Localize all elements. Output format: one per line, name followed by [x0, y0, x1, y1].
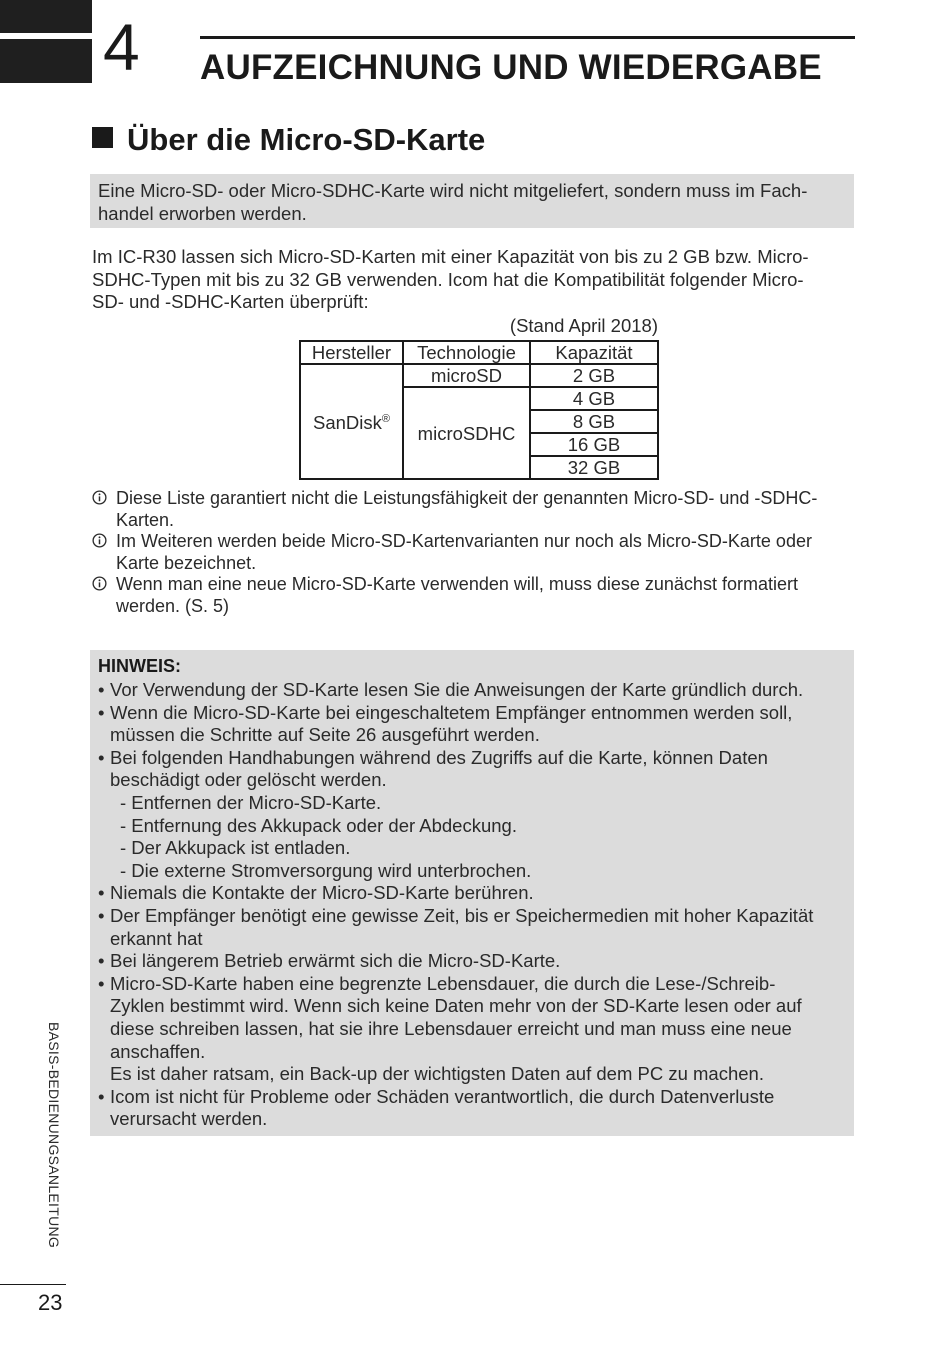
hinweis-line: beschädigt oder gelöscht werden.: [110, 769, 387, 791]
hinweis-lines: [98, 679, 850, 1131]
cell-capacity: 8 GB: [530, 410, 658, 433]
chapter-tab-bar-3: [0, 49, 92, 83]
hinweis-line: Es ist daher ratsam, ein Back-up der wichtigsten Daten auf dem PC zu machen.: [110, 1063, 764, 1085]
header-technology: Technologie: [403, 341, 530, 364]
hinweis-line: • Wenn die Micro-SD-Karte bei eingeschaltetem Empfänger entnommen werden soll,: [98, 702, 850, 725]
section-square-icon: [92, 127, 113, 148]
hinweis-line: anschaffen.: [110, 1040, 206, 1062]
hinweis-line: - Der Akkupack ist entladen.: [120, 837, 351, 859]
intro-paragraph: [92, 246, 854, 314]
header-capacity: Kapazität: [530, 341, 658, 364]
cell-capacity: 4 GB: [530, 387, 658, 410]
cell-capacity: 32 GB: [530, 456, 658, 479]
chapter-title: AUFZEICHNUNG UND WIEDERGABE: [200, 48, 822, 87]
footer-rule: [0, 1284, 66, 1285]
chapter-number: 4: [103, 10, 140, 84]
table-header-row: [300, 341, 658, 364]
hinweis-line: • Der Empfänger benötigt eine gewisse Zeit, bis er Speichermedien mit hoher Kapazität: [98, 905, 850, 928]
hinweis-line: • Icom ist nicht für Probleme oder Schäden verantwortlich, die durch Datenverluste: [98, 1086, 850, 1109]
note-line-1: Eine Micro-SD- oder Micro-SDHC-Karte wird nicht mitgeliefert, sondern muss im Fach-: [98, 180, 808, 201]
cell-capacity: 16 GB: [530, 433, 658, 456]
hinweis-line: - Die externe Stromversorgung wird unterbrochen.: [120, 859, 532, 881]
info-note: [92, 574, 852, 617]
table-row: [300, 364, 658, 387]
note-box: [90, 174, 854, 228]
cell-capacity: 2 GB: [530, 364, 658, 387]
intro-line-3: SD- und -SDHC-Karten überprüft:: [92, 291, 369, 312]
section-title-text: Über die Micro-SD-Karte: [127, 122, 486, 157]
cell-tech-microsdhc: microSDHC: [403, 387, 530, 479]
intro-line-1: Im IC-R30 lassen sich Micro-SD-Karten mit einer Kapazität von bis zu 2 GB bzw. Micro-: [92, 246, 809, 267]
hinweis-line: • Bei längerem Betrieb erwärmt sich die Micro-SD-Karte.: [98, 950, 850, 973]
hinweis-line: verursacht werden.: [110, 1108, 268, 1130]
hinweis-box: [90, 650, 854, 1136]
info-note: [92, 531, 852, 574]
manufacturer-name: SanDisk: [313, 412, 382, 434]
info-note-line-2: Karten.: [116, 509, 175, 530]
cell-manufacturer: [300, 364, 403, 479]
registered-mark: ®: [381, 413, 390, 426]
hinweis-heading: HINWEIS:: [98, 656, 181, 676]
info-note-line-1: Wenn man eine neue Micro-SD-Karte verwenden will, muss diese zunächst formatiert: [116, 574, 798, 594]
hinweis-line: - Entfernung des Akkupack oder der Abdeckung.: [120, 814, 517, 836]
header-manufacturer: Hersteller: [300, 341, 403, 364]
hinweis-line: • Bei folgenden Handhabungen während des Zugriffs auf die Karte, können Daten: [98, 747, 850, 770]
info-note: [92, 488, 852, 531]
section-title: [92, 122, 485, 158]
hinweis-line: erkannt hat: [110, 927, 203, 949]
table-date-note: (Stand April 2018): [509, 315, 658, 336]
note-text: [98, 179, 846, 225]
intro-line-2: SDHC-Typen mit bis zu 32 GB verwenden. Icom hat die Kompatibilität folgender Micro-: [92, 268, 804, 290]
hinweis-line: - Entfernen der Micro-SD-Karte.: [120, 791, 382, 813]
hinweis-line: • Micro-SD-Karte haben eine begrenzte Lebensdauer, die durch die Lese-/Schreib-: [98, 973, 850, 996]
note-line-2: handel erworben werden.: [98, 203, 307, 224]
compatibility-table: [299, 340, 659, 480]
page-number: 23: [38, 1290, 63, 1315]
info-circle-icon: [92, 576, 107, 591]
hinweis-line: Zyklen bestimmt wird. Wenn sich keine Daten mehr von der SD-Karte lesen oder auf: [110, 995, 802, 1017]
side-label: BASIS-BEDIENUNGSANLEITUNG: [46, 1022, 62, 1249]
info-circle-icon: [92, 533, 107, 548]
hinweis-line: müssen die Schritte auf Seite 26 ausgeführt werden.: [110, 724, 540, 746]
info-circle-icon: [92, 490, 107, 505]
hinweis-line: diese schreiben lassen, hat sie ihre Lebensdauer erreicht und man muss eine neue: [110, 1017, 792, 1039]
info-note-line-2: werden. (S. 5): [116, 595, 230, 616]
hinweis-line: • Niemals die Kontakte der Micro-SD-Karte berühren.: [98, 882, 850, 905]
info-notes-list: [92, 488, 852, 617]
chapter-tab-bar-1: [0, 0, 92, 33]
info-note-line-1: Diese Liste garantiert nicht die Leistungsfähigkeit der genannten Micro-SD- und -SDHC-: [116, 488, 818, 508]
info-note-line-1: Im Weiteren werden beide Micro-SD-Kartenvarianten nur noch als Micro-SD-Karte oder: [116, 531, 812, 551]
chapter-rule: [200, 36, 855, 39]
cell-tech-microsd: microSD: [403, 364, 530, 387]
hinweis-line: • Vor Verwendung der SD-Karte lesen Sie die Anweisungen der Karte gründlich durch.: [98, 679, 850, 702]
info-note-line-2: Karte bezeichnet.: [116, 552, 257, 573]
